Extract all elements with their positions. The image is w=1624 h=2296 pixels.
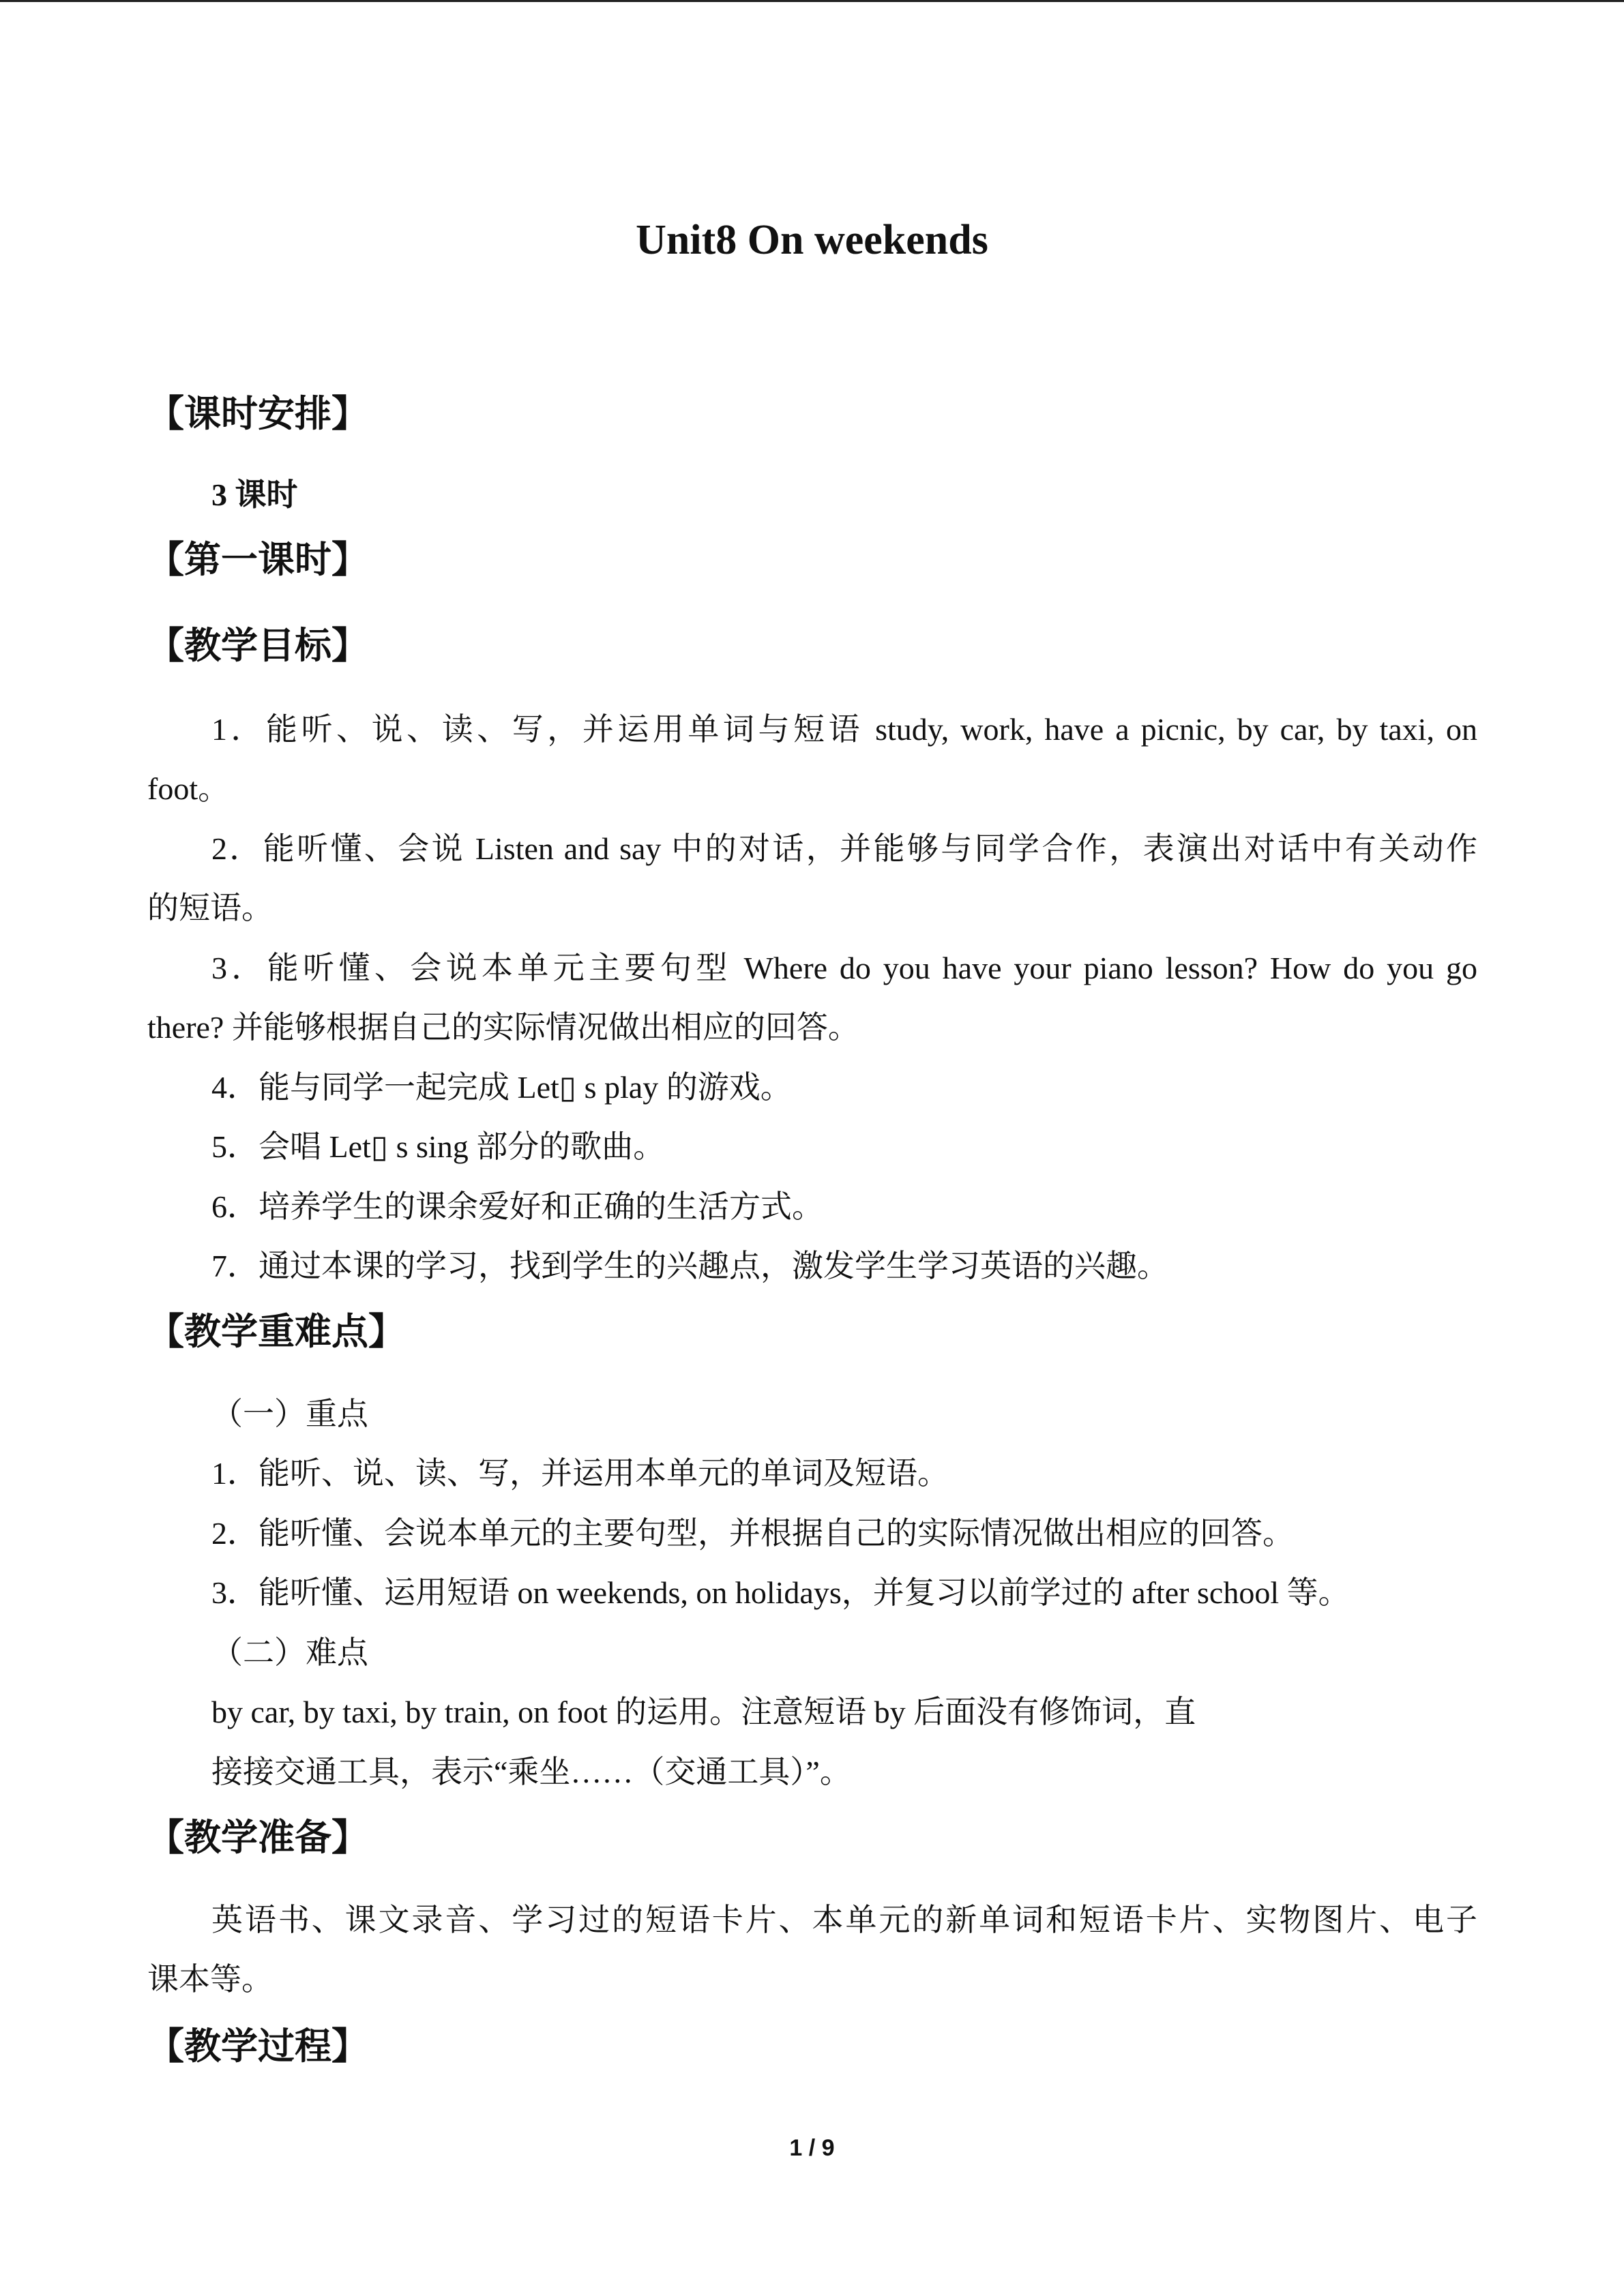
document-title: Unit8 On weekends: [636, 217, 988, 263]
preparation-line: 英语书、课文录音、学习过的短语卡片、本单元的新单词和短语卡片、实物图片、电子: [211, 1903, 1477, 1937]
focus-item: 2．能听懂、会说本单元的主要句型，并根据自己的实际情况做出相应的回答。: [211, 1516, 1294, 1551]
objective-line: 1．能听、说、读、写，并运用单词与短语 study, work, have a picnic, by car, by taxi, on: [211, 712, 1477, 747]
page-number: 1 / 9: [789, 2135, 835, 2161]
heading-key-points: 【教学重难点】: [147, 1310, 405, 1353]
objective-line: 的短语。: [147, 891, 273, 925]
page-top-border: [0, 0, 1624, 2]
objective-line: 3．能听懂、会说本单元主要句型 Where do you have your piano lesson? How do you go: [211, 951, 1477, 985]
heading-objectives: 【教学目标】: [147, 624, 368, 667]
objective-line: 5．会唱 Let▯ s sing 部分的歌曲。: [211, 1129, 665, 1164]
heading-schedule: 【课时安排】: [147, 392, 368, 435]
difficulty-line: 接接交通工具，表示“乘坐……（交通工具）”。: [211, 1755, 851, 1789]
focus-label: （一）重点: [211, 1397, 368, 1431]
heading-process: 【教学过程】: [147, 2025, 368, 2068]
heading-preparation: 【教学准备】: [147, 1816, 368, 1859]
objective-line: 6．培养学生的课余爱好和正确的生活方式。: [211, 1189, 823, 1224]
objective-line: 4．能与同学一起完成 Let▯ s play 的游戏。: [211, 1070, 792, 1105]
focus-item: 3．能听懂、运用短语 on weekends, on holidays，并复习以前学过的 after school 等。: [211, 1575, 1350, 1610]
focus-item: 1．能听、说、读、写，并运用本单元的单词及短语。: [211, 1456, 949, 1491]
preparation-line: 课本等。: [147, 1962, 273, 1997]
objective-line: foot。: [147, 771, 230, 806]
difficulty-line: by car, by taxi, by train, on foot 的运用。注意短语 by 后面没有修饰词，直: [211, 1695, 1196, 1729]
schedule-value: 3 课时: [211, 477, 298, 512]
objective-line: 7．通过本课的学习，找到学生的兴趣点，激发学生学习英语的兴趣。: [211, 1249, 1168, 1283]
objective-line: 2．能听懂、会说 Listen and say 中的对话，并能够与同学合作，表演出对话中有关动作: [211, 831, 1477, 866]
difficulty-label: （二）难点: [211, 1635, 368, 1670]
heading-first-lesson: 【第一课时】: [147, 538, 368, 581]
objective-line: there? 并能够根据自己的实际情况做出相应的回答。: [147, 1010, 859, 1045]
